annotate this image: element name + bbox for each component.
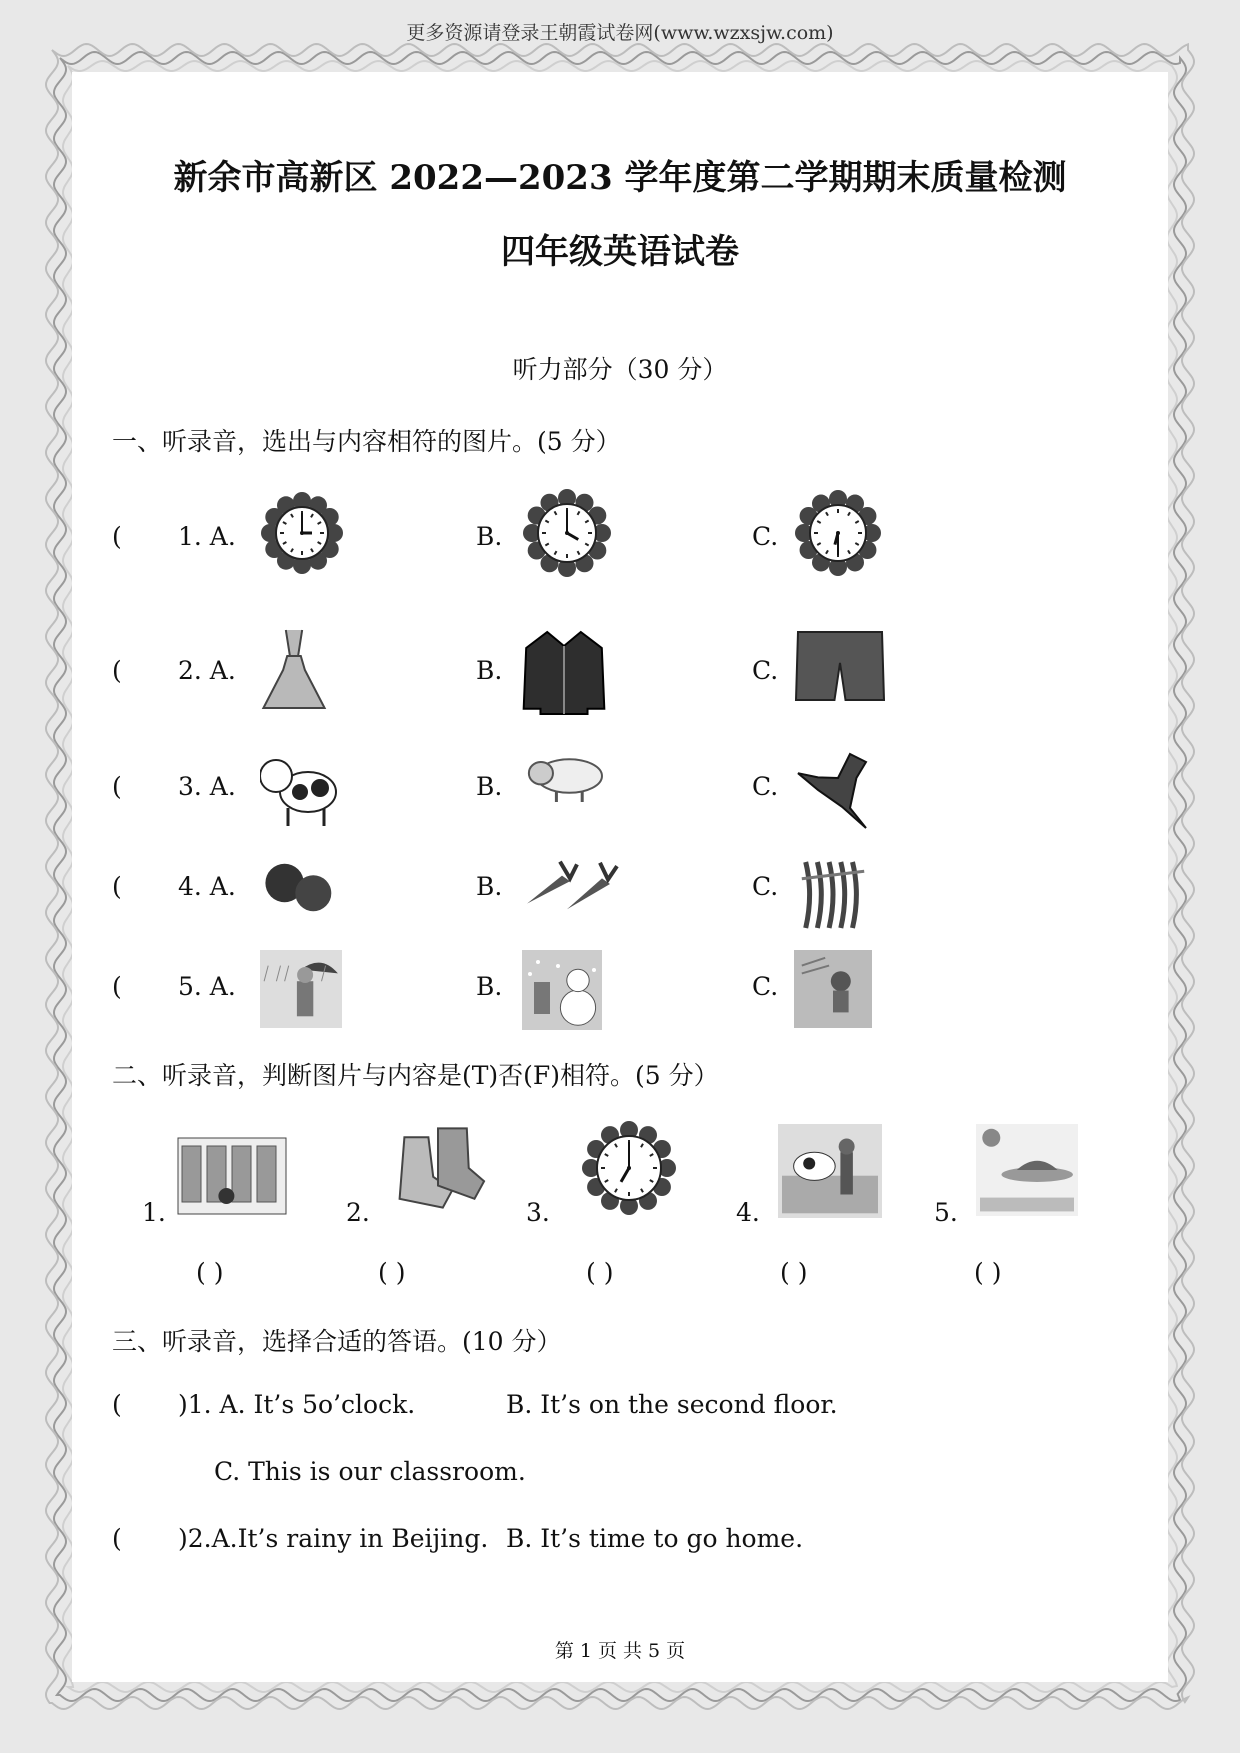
s2-item5-answer[interactable]: ( ) — [974, 1258, 1002, 1287]
tomatoes-icon[interactable] — [260, 856, 342, 920]
q1-answer-paren[interactable]: ( — [112, 522, 122, 551]
q3-answer-paren[interactable]: ( — [112, 772, 122, 801]
q1-number: 1. A. — [178, 522, 236, 551]
s2-item2-number: 2. — [346, 1198, 370, 1227]
windy-weather-icon[interactable] — [794, 950, 872, 1032]
q1-answer-paren[interactable]: ( — [112, 1390, 122, 1419]
q3-option-c-label: C. — [752, 772, 779, 801]
q4-option-b-label: B. — [476, 872, 503, 901]
shorts-icon[interactable] — [794, 626, 886, 712]
q5-option-c-label: C. — [752, 972, 779, 1001]
q1-option-b-label: B. — [476, 522, 503, 551]
q4-number: 4. A. — [178, 872, 236, 901]
s2-item4-answer[interactable]: ( ) — [780, 1258, 808, 1287]
socks-icon[interactable] — [390, 1124, 486, 1216]
q4-option-c-label: C. — [752, 872, 779, 901]
q5-option-b-label: B. — [476, 972, 503, 1001]
website-banner: 更多资源请登录王朝霞试卷网(www.wzxsjw.com) — [406, 22, 834, 44]
q2-option-c-label: C. — [752, 656, 779, 685]
q2-option-b: B. It’s time to go home. — [506, 1524, 804, 1553]
q2-answer-paren[interactable]: ( — [112, 1524, 122, 1553]
q3-option-b-label: B. — [476, 772, 503, 801]
s2-item4-number: 4. — [736, 1198, 760, 1227]
horse-icon[interactable] — [794, 748, 874, 836]
jacket-icon[interactable] — [522, 626, 606, 722]
s2-item1-number: 1. — [142, 1198, 166, 1227]
q4-answer-paren[interactable]: ( — [112, 872, 122, 901]
dress-icon[interactable] — [260, 626, 328, 716]
s2-item5-number: 5. — [934, 1198, 958, 1227]
q1-option-c: C. This is our classroom. — [214, 1457, 526, 1486]
s2-item3-number: 3. — [526, 1198, 550, 1227]
clock-six-thirty-icon[interactable] — [794, 488, 882, 582]
exam-subtitle: 四年级英语试卷 — [501, 232, 739, 272]
s2-item1-answer[interactable]: ( ) — [196, 1258, 224, 1287]
sunny-beach-icon[interactable] — [976, 1124, 1078, 1220]
q1-option-a: )1. A. It’s 5o’clock. — [178, 1390, 416, 1419]
q1-option-c-label: C. — [752, 522, 779, 551]
sheep-icon[interactable] — [522, 748, 608, 808]
rainy-weather-icon[interactable] — [260, 950, 342, 1032]
q2-option-a: )2.A.It’s rainy in Beijing. — [178, 1524, 489, 1553]
q2-number: 2. A. — [178, 656, 236, 685]
page-footer: 第 1 页 共 5 页 — [554, 1640, 686, 1662]
clock-four-icon[interactable] — [522, 488, 612, 582]
section3-heading: 三、听录音，选择合适的答语。(10 分） — [112, 1327, 562, 1356]
listening-part-heading: 听力部分（30 分） — [512, 355, 728, 384]
cow-icon[interactable] — [260, 748, 340, 832]
q5-number: 5. A. — [178, 972, 236, 1001]
s2-item3-answer[interactable]: ( ) — [586, 1258, 614, 1287]
clock-seven-icon[interactable] — [574, 1120, 684, 1220]
library-icon[interactable] — [176, 1124, 288, 1224]
q5-answer-paren[interactable]: ( — [112, 972, 122, 1001]
clock-three-icon[interactable] — [260, 488, 344, 582]
snowy-weather-icon[interactable] — [522, 950, 602, 1034]
q2-option-b-label: B. — [476, 656, 503, 685]
farm-icon[interactable] — [778, 1124, 882, 1222]
q2-answer-paren[interactable]: ( — [112, 656, 122, 685]
section2-heading: 二、听录音，判断图片与内容是(T)否(F)相符。(5 分） — [112, 1061, 719, 1090]
q1-option-b: B. It’s on the second floor. — [506, 1390, 838, 1419]
q3-number: 3. A. — [178, 772, 236, 801]
exam-title: 新余市高新区 2022—2023 学年度第二学期期末质量检测 — [173, 158, 1067, 198]
section1-heading: 一、听录音，选出与内容相符的图片。(5 分） — [112, 427, 621, 456]
carrots-icon[interactable] — [522, 856, 622, 916]
green-beans-icon[interactable] — [794, 856, 872, 936]
s2-item2-answer[interactable]: ( ) — [378, 1258, 406, 1287]
